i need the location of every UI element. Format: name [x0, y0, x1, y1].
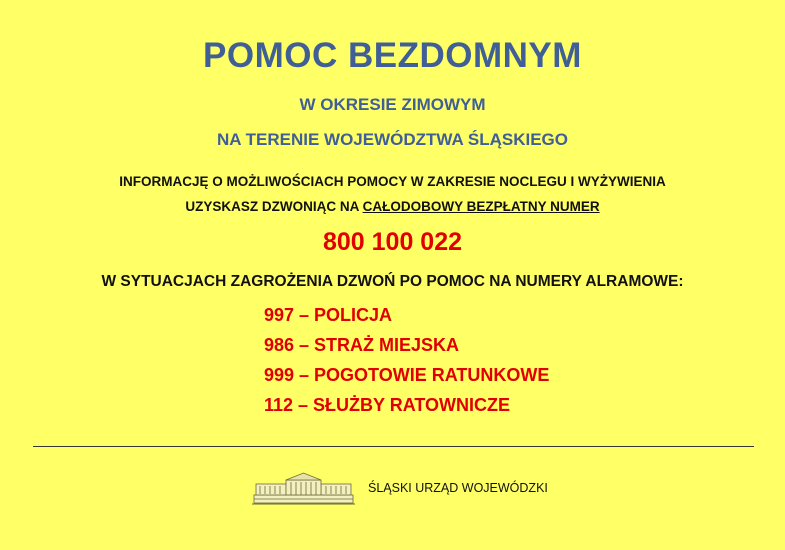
- info-line-2-prefix: UZYSKASZ DZWONIĄC NA: [185, 199, 363, 214]
- emergency-heading: W SYTUACJACH ZAGROŻENIA DZWOŃ PO POMOC NA NUMERY ALRAMOWE:: [101, 273, 684, 290]
- page-title: POMOC BEZDOMNYM: [203, 36, 582, 75]
- info-line-1: INFORMACJĘ O MOŻLIWOŚCIACH POMOCY W ZAKRESIE NOCLEGU I WYŻYWIENIA: [119, 174, 666, 189]
- government-building-icon: [252, 470, 355, 506]
- organization-name: ŚLĄSKI URZĄD WOJEWÓDZKI: [368, 481, 548, 495]
- emergency-number-list: [264, 300, 549, 420]
- info-line-2: [0, 199, 785, 214]
- free-number-label: CAŁODOBOWY BEZPŁATNY NUMER: [362, 199, 600, 214]
- footer-divider: [33, 446, 754, 447]
- emergency-number-rescue: 112 – SŁUŻBY RATOWNICZE: [264, 395, 511, 415]
- emergency-number-ambulance: 999 – POGOTOWIE RATUNKOWE: [264, 365, 550, 385]
- helpline-number: 800 100 022: [322, 228, 463, 256]
- subtitle-winter: W OKRESIE ZIMOWYM: [299, 95, 486, 114]
- subtitle-region: NA TERENIE WOJEWÓDZTWA ŚLĄSKIEGO: [216, 130, 569, 149]
- emergency-number-city-guard: 986 – STRAŻ MIEJSKA: [264, 335, 460, 355]
- emergency-number-police: 997 – POLICJA: [264, 305, 393, 325]
